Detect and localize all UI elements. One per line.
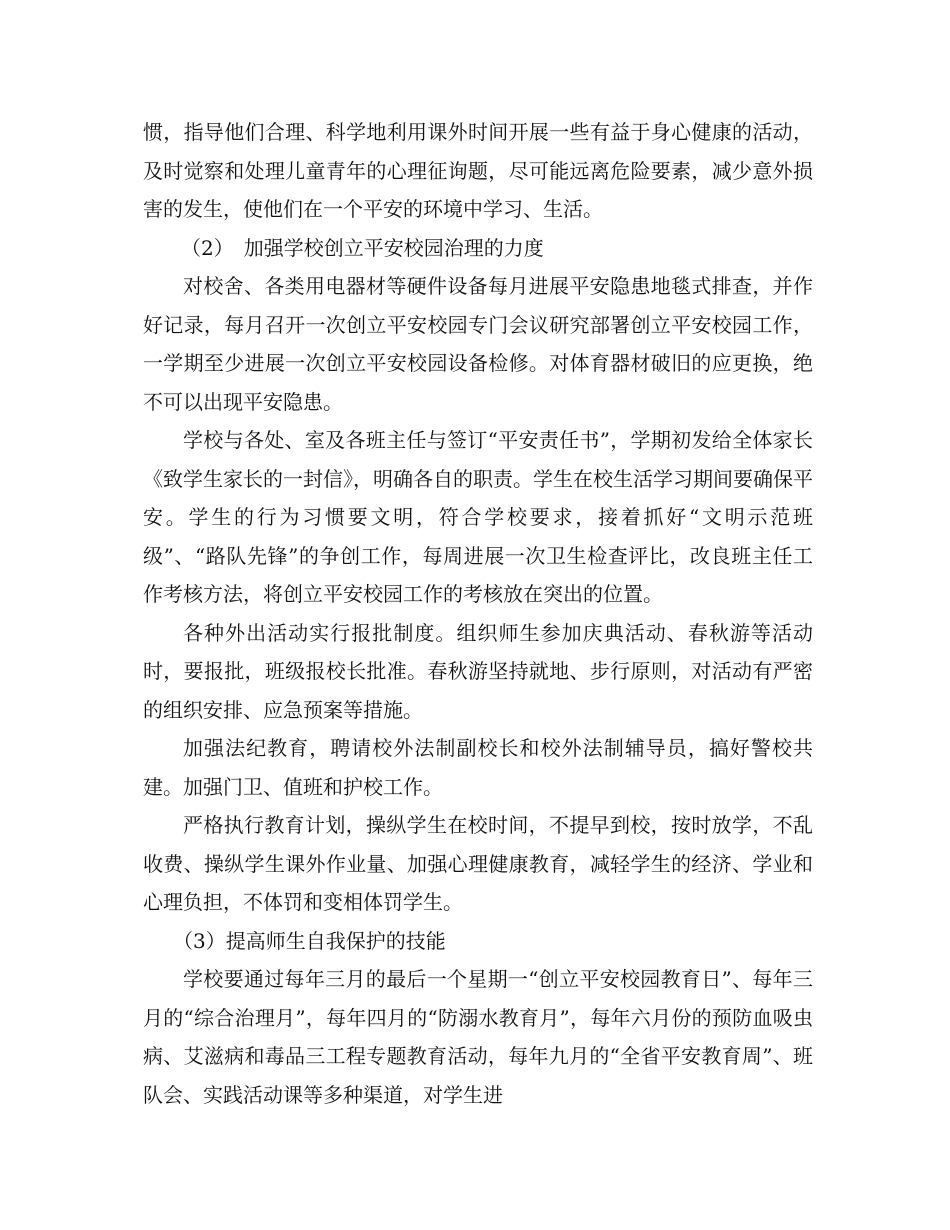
- paragraph-education-plan: 严格执行教育计划，操纵学生在校时间，不提早到校，按时放学，不乱收费、操纵学生课外作业量、加强心理健康教育，减轻学生的经济、学业和心理负担，不体罚和变相体罚学生。: [143, 813, 813, 914]
- paragraph-continuation: 惯，指导他们合理、科学地利用课外时间开展一些有益于身心健康的活动，及时觉察和处理儿童青年的心理征询题，尽可能远离危险要素，减少意外损害的发生，使他们在一个平安的环境中学习、生活。: [143, 120, 813, 221]
- paragraph-outing-approval: 各种外出活动实行报批制度。组织师生参加庆典活动、春秋游等活动时，要报批，班级报校长批准。春秋游坚持就地、步行原则，对活动有严密的组织安排、应急预案等措施。: [143, 620, 813, 722]
- paragraph-safety-activities: 学校要通过每年三月的最后一个星期一“创立平安校园教育日”、每年三月的“综合治理月”，每年四月的“防溺水教育月”，每年六月份的预防血吸虫病、艾滋病和毒品三工程专题教育活动，每年九月的“全省平安教育周”、班队会、实践活动课等多种渠道，对学生进: [143, 967, 813, 1107]
- paragraph-equipment-inspection: 对校舍、各类用电器材等硬件设备每月进展平安隐患地毯式排查，并作好记录，每月召开一次创立平安校园专门会议研究部署创立平安校园工作，一学期至少进展一次创立平安校园设备检修。对体育器材破旧的应更换，绝不可以出现平安隐患。: [143, 274, 813, 414]
- section-heading-3: （3）提高师生自我保护的技能: [173, 928, 446, 953]
- paragraph-safety-responsibility: 学校与各处、室及各班主任与签订“平安责任书”，学期初发给全体家长《致学生家长的一封信》，明确各自的职责。学生在校生活学习期间要确保平安。学生的行为习惯要文明，符合学校要求，接着抓好“文明示范班级”、“路队先锋”的争创工作，每周进展一次卫生检查评比，改良班主任工作考核方法，将创立平安校园工作的考核放在突出的位置。: [143, 428, 813, 606]
- paragraph-legal-education: 加强法纪教育，聘请校外法制副校长和校外法制辅导员，搞好警校共建。加强门卫、值班和护校工作。: [143, 736, 813, 799]
- section-heading-2: （2） 加强学校创立平安校园治理的力度: [181, 235, 544, 260]
- document-body: [143, 113, 813, 1114]
